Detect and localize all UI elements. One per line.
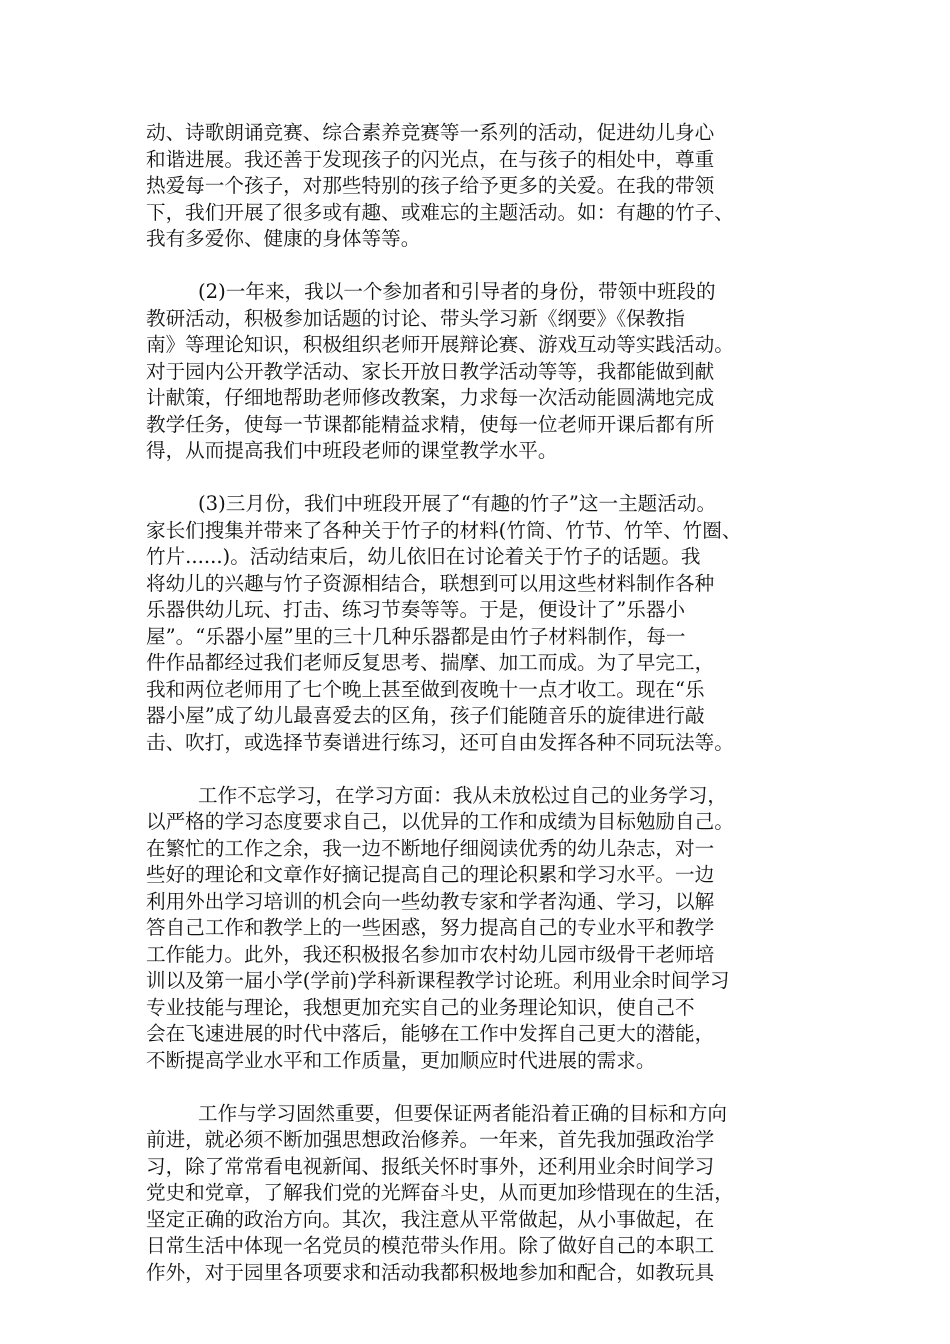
text-line: 不断提高学业水平和工作质量，更加顺应时代进展的需求。 <box>146 1048 656 1072</box>
text-line: 计献策，仔细地帮助老师修改教案，力求每一次活动能圆满地完成 <box>146 386 715 409</box>
text-line: 日常生活中体现一名党员的模范带头作用。除了做好自己的本职工 <box>146 1234 715 1257</box>
paragraph-2 <box>146 279 806 465</box>
text-line: 器小屋”成了幼儿最喜爱去的区角，孩子们能随音乐的旋律进行敲 <box>146 704 705 727</box>
text-line: 在繁忙的工作之余，我一边不断地仔细阅读优秀的幼儿杂志，对一 <box>146 836 715 860</box>
text-line: 作外，对于园里各项要求和活动我都积极地参加和配合，如教玩具 <box>146 1260 715 1284</box>
text-line: 专业技能与理论，我想更加充实自己的业务理论知识，使自己不 <box>146 995 695 1019</box>
text-line: 得，从而提高我们中班段老师的课堂教学水平。 <box>146 439 558 462</box>
text-line: 我和两位老师用了七个晚上甚至做到夜晚十一点才收工。现在“乐 <box>146 677 705 701</box>
text-line: (3)三月份，我们中班段开展了“有趣的竹子”这一主题活动。 <box>198 492 717 515</box>
paragraph-4 <box>146 783 806 1075</box>
text-line: 动、诗歌朗诵竞赛、综合素养竞赛等一系列的活动，促进幼儿身心 <box>146 121 715 144</box>
text-line: 南》等理论知识，积极组织老师开展辩论赛、游戏互动等实践活动。 <box>146 333 734 356</box>
text-line: 下，我们开展了很多或有趣、或难忘的主题活动。如：有趣的竹子、 <box>146 200 734 224</box>
text-line: 利用外出学习培训的机会向一些幼教专家和学者沟通、学习，以解 <box>146 889 715 913</box>
text-line: 前进，就必须不断加强思想政治修养。一年来，首先我加强政治学 <box>146 1128 715 1151</box>
text-line: 将幼儿的兴趣与竹子资源相结合，联想到可以用这些材料制作各种 <box>146 571 715 595</box>
text-line: 热爱每一个孩子，对那些特别的孩子给予更多的关爱。在我的带领 <box>146 174 715 197</box>
text-line: 对于园内公开教学活动、家长开放日教学活动等等，我都能做到献 <box>146 359 715 383</box>
text-line: 习，除了常常看电视新闻、报纸关怀时事外，还利用业余时间学习 <box>146 1154 715 1178</box>
text-line: 训以及第一届小学(学前)学科新课程教学讨论班。利用业余时间学习 <box>146 969 730 992</box>
paragraph-5 <box>146 1101 806 1287</box>
text-line: 会在飞速进展的时代中落后，能够在工作中发挥自己更大的潜能， <box>146 1022 715 1045</box>
text-line: 和谐进展。我还善于发现孩子的闪光点，在与孩子的相处中，尊重 <box>146 147 715 171</box>
text-line: 件作品都经过我们老师反复思考、揣摩、加工而成。为了早完工， <box>146 651 715 674</box>
text-line: 工作与学习固然重要，但要保证两者能沿着正确的目标和方向 <box>198 1101 728 1125</box>
text-line: 教研活动，积极参加话题的讨论、带头学习新《纲要》《保教指 <box>146 306 685 330</box>
text-line: 屋”。“乐器小屋”里的三十几种乐器都是由竹子材料制作，每一 <box>146 624 686 648</box>
text-line: 答自己工作和教学上的一些困惑，努力提高自己的专业水平和教学 <box>146 916 715 939</box>
text-line: 党史和党章，了解我们党的光辉奋斗史，从而更加珍惜现在的生活， <box>146 1181 734 1204</box>
text-line: 工作不忘学习，在学习方面：我从未放松过自己的业务学习， <box>198 783 728 807</box>
text-line: 些好的理论和文章作好摘记提高自己的理论积累和学习水平。一边 <box>146 863 715 886</box>
text-line: 竹片......)。活动结束后，幼儿依旧在讨论着关于竹子的话题。我 <box>146 545 701 568</box>
text-line: (2)一年来，我以一个参加者和引导者的身份，带领中班段的 <box>198 280 716 303</box>
text-line: 以严格的学习态度要求自己，以优异的工作和成绩为目标勉励自己。 <box>146 810 734 833</box>
text-line: 乐器供幼儿玩、打击、练习节奏等等。于是，便设计了”乐器小 <box>146 598 686 621</box>
text-line: 工作能力。此外，我还积极报名参加市农村幼儿园市级骨干老师培 <box>146 942 715 966</box>
text-line: 教学任务，使每一节课都能精益求精，使每一位老师开课后都有所 <box>146 412 715 436</box>
document-page <box>146 120 806 1286</box>
text-line: 坚定正确的政治方向。其次，我注意从平常做起，从小事做起，在 <box>146 1207 715 1231</box>
paragraph-3 <box>146 491 806 756</box>
text-line: 击、吹打，或选择节奏谱进行练习，还可自由发挥各种不同玩法等。 <box>146 730 734 754</box>
text-line: 家长们搜集并带来了各种关于竹子的材料(竹筒、竹节、竹竿、竹圈、 <box>146 518 742 542</box>
paragraph-1 <box>146 120 806 253</box>
text-line: 我有多爱你、健康的身体等等。 <box>146 227 421 250</box>
